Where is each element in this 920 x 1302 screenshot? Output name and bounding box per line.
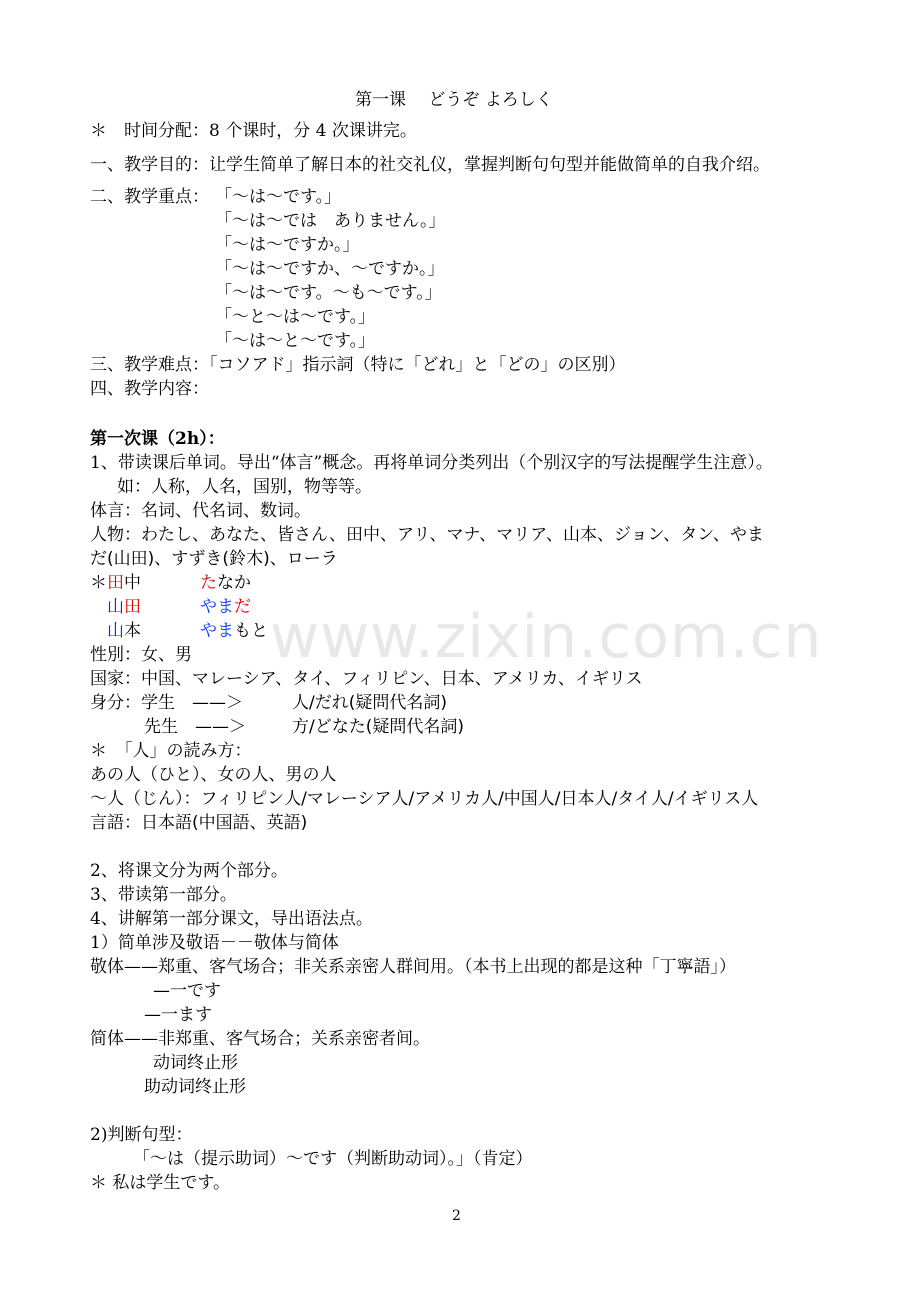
- people-line-1: 人物：わたし、あなた、皆さん、田中、アリ、マナ、マリア、山本、ジョン、タン、やま: [90, 525, 764, 545]
- step-2: 2、将课文分为两个部分。: [90, 861, 288, 881]
- step-3: 3、带读第一部分。: [90, 885, 237, 905]
- focus-label: 二、教学重点：: [90, 187, 209, 207]
- lesson-title-cn: 第一课: [355, 90, 406, 110]
- judgment-heading: 2)判断句型：: [90, 1125, 193, 1145]
- taigen-line: 体言：名词、代名词、数词。: [90, 501, 311, 521]
- focus-item: 「～は～です。」: [215, 187, 342, 207]
- kanji-highlight: 田: [107, 573, 124, 593]
- time-allocation: ＊ 时间分配：8 个课时，分 4 次课讲完。: [90, 121, 417, 141]
- step-1: 1、带读课后单词。导出“体言”概念。再将单词分类列出（个别汉字的写法提醒学生注意）。: [90, 453, 773, 473]
- reading-rest: なか: [217, 573, 251, 593]
- reading-highlight: やま: [200, 597, 234, 617]
- verb-form: 动词终止形: [153, 1053, 238, 1073]
- jin-reading: ～人（じん）：フィリピン人/マレーシア人/アメリカ人/中国人/日本人/タイ人/イギリス人: [90, 789, 759, 809]
- reading-highlight: た: [200, 573, 217, 593]
- teaching-goal: 一、教学目的：让学生简单了解日本的社交礼仪，掌握判断句句型并能做简单的自我介绍。: [90, 155, 770, 175]
- focus-item: 「～は～と～です。」: [215, 331, 376, 351]
- teineigo-term: 「丁寧語」: [642, 957, 719, 977]
- page-number: 2: [452, 1208, 461, 1224]
- kanji-rest: 本: [124, 621, 141, 641]
- kanji-highlight: 山: [107, 621, 124, 641]
- focus-item: 「～は～ですか。」: [215, 235, 360, 255]
- status-line-2b: 方/どなた(疑問代名詞): [292, 717, 464, 737]
- focus-item: 「～は～です。～も～です。」: [215, 283, 442, 303]
- status-line-1a: 身分：学生 ——＞: [90, 693, 243, 713]
- masu-form: —一ます: [144, 1005, 212, 1025]
- example-line: 如：人称，人名，国别，物等等。: [117, 477, 372, 497]
- kanji-rest: 中: [124, 573, 141, 593]
- keitai-line: [90, 956, 736, 978]
- reading-rest: もと: [234, 621, 268, 641]
- focus-item: 「～は～ですか、～ですか。」: [215, 259, 445, 279]
- kanji-rest: 田: [124, 597, 141, 617]
- hito-reading: あの人（ひと）、女の人、男の人: [90, 765, 337, 785]
- country-line: 国家：中国、マレーシア、タイ、フィリピン、日本、アメリカ、イギリス: [90, 669, 643, 689]
- reading-rest: だ: [234, 597, 251, 617]
- keigo-point: 1）简单涉及敬语－－敬体与简体: [90, 933, 339, 953]
- gender-line: 性別：女、男: [90, 645, 192, 665]
- step-4: 4、讲解第一部分课文，导出语法点。: [90, 909, 373, 929]
- pattern-part: ～です: [286, 1149, 337, 1169]
- auxiliary-form: 助动词终止形: [144, 1077, 246, 1097]
- focus-item: 「～と～は～です。」: [215, 307, 376, 327]
- status-line-1b: 人/だれ(疑問代名詞): [292, 693, 447, 713]
- kanji-highlight: 山: [107, 597, 124, 617]
- judgment-pattern: [133, 1148, 533, 1170]
- watermark: www.zixin.com.cn: [270, 602, 823, 672]
- lesson-one-heading: 第一次课（2h）：: [90, 429, 225, 449]
- kana-row-tanaka: [90, 572, 390, 594]
- kantai-line: 简体——非郑重、客气场合；关系亲密者间。: [90, 1029, 430, 1049]
- pattern-note: （肯定）: [473, 1149, 533, 1169]
- lesson-title: [355, 89, 553, 111]
- keitai-text: 敬体——郑重、客气场合；非关系亲密人群间用。（本书上出现的都是这种: [90, 957, 643, 977]
- teaching-difficulty: 三、教学难点：「コソアド」指示詞（特に「どれ」と「どの」の区別）: [90, 355, 626, 375]
- pattern-note: （提示助词）: [184, 1149, 286, 1169]
- asterisk: ＊: [90, 573, 107, 593]
- pattern-note: （判断助动词）: [337, 1149, 448, 1169]
- desu-form: —一です: [153, 981, 221, 1001]
- teaching-content: 四、教学内容：: [90, 379, 209, 399]
- pattern-part: 「～は: [133, 1149, 184, 1169]
- pattern-part: 。」: [447, 1149, 473, 1169]
- lesson-title-jp: どうぞ よろしく: [428, 90, 553, 110]
- sample-sentence: ＊ 私は学生です。: [90, 1173, 231, 1193]
- reading-highlight: やま: [200, 621, 234, 641]
- keitai-close: ）: [719, 957, 736, 977]
- status-line-2a: 先生 ——＞: [144, 717, 246, 737]
- focus-item: 「～は～では ありません。」: [215, 211, 446, 231]
- reading-heading: ＊ 「人」の読み方：: [90, 741, 252, 761]
- people-line-2: だ(山田)、すずき(鈴木)、ローラ: [90, 549, 338, 569]
- language-line: 言語：日本語(中国語、英語): [90, 813, 308, 833]
